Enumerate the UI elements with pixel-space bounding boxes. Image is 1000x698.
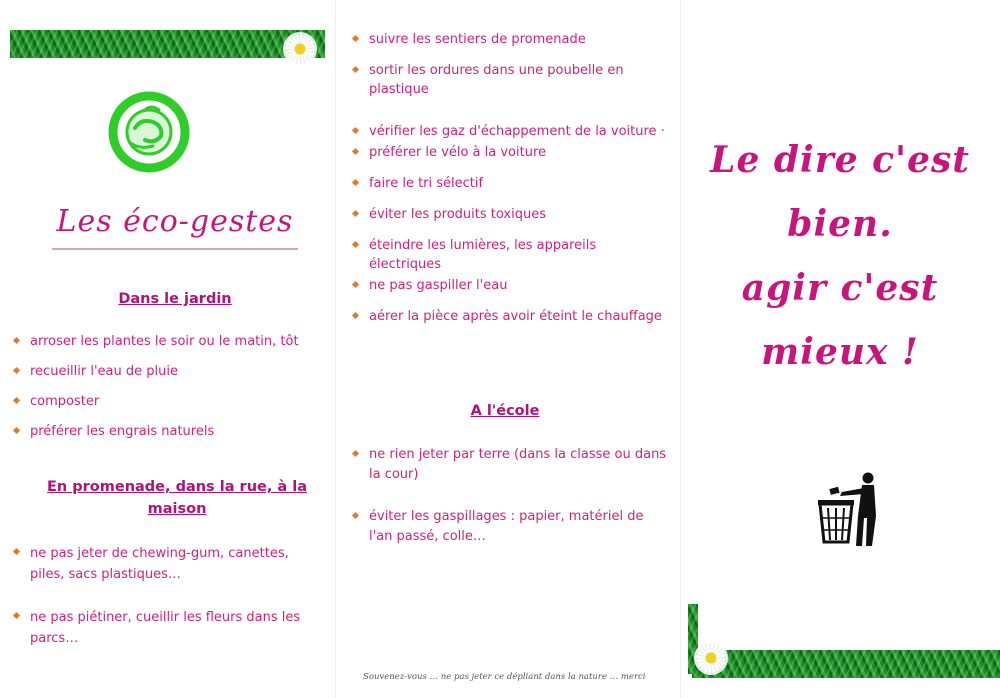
middle-panel	[335, 0, 680, 698]
list-item: ne rien jeter par terre (dans la classe ou dans la cour)	[347, 445, 669, 485]
daisy-icon	[696, 643, 726, 673]
walk-list	[8, 543, 320, 649]
grass-border-top	[10, 30, 325, 58]
grass-border-bottom	[692, 650, 1000, 678]
slogan	[680, 128, 1000, 384]
tips-list-mid	[347, 122, 665, 326]
brochure-title: Les éco-gestes	[56, 204, 294, 239]
garden-heading: Dans le jardin	[118, 291, 232, 307]
list-item: éviter les gaspillages : papier, matériel de l'an passé, colle…	[347, 507, 669, 547]
list-item: vérifier les gaz d'échappement de la voiture ·	[347, 122, 665, 141]
list-item: éteindre les lumières, les appareils électriques	[347, 236, 665, 274]
title-underline	[52, 248, 298, 250]
list-item: préférer le vélo à la voiture	[347, 143, 665, 162]
list-item: recueillir l'eau de pluie	[8, 362, 330, 381]
list-item: ne pas piétiner, cueillir les fleurs dans les parcs…	[8, 607, 320, 649]
list-item: arroser les plantes le soir ou le matin, tôt	[8, 332, 330, 351]
list-item: faire le tri sélectif	[347, 174, 665, 193]
right-panel	[680, 0, 1000, 698]
walk-heading: En promenade, dans la rue, à la maison	[46, 479, 307, 517]
list-item: ne pas gaspiller l'eau	[347, 276, 665, 295]
list-item: suivre les sentiers de promenade	[347, 30, 665, 49]
eco-globe-hands-icon	[105, 80, 193, 184]
slogan-line: agir c'est	[741, 267, 939, 309]
daisy-icon	[285, 34, 315, 64]
footnote: Souvenez-vous … ne pas jeter ce dépliant dans la nature … merci	[363, 672, 646, 682]
list-item: aérer la pièce après avoir éteint le chauffage	[347, 307, 665, 326]
left-panel	[0, 0, 335, 698]
list-item: éviter les produits toxiques	[347, 205, 665, 224]
list-item: composter	[8, 392, 330, 411]
slogan-line: Le dire c'est	[710, 139, 970, 181]
list-item: préférer les engrais naturels	[8, 422, 330, 441]
school-list	[347, 445, 669, 547]
slogan-line: bien.	[787, 203, 893, 245]
trash-bin-person-icon	[818, 470, 884, 548]
school-heading: A l'école	[470, 403, 540, 419]
tips-list-top	[347, 30, 665, 99]
list-item: ne pas jeter de chewing-gum, canettes, piles, sacs plastiques…	[8, 543, 320, 585]
slogan-line: mieux !	[761, 331, 919, 373]
list-item: sortir les ordures dans une poubelle en plastique	[347, 61, 665, 99]
garden-list	[8, 332, 330, 441]
